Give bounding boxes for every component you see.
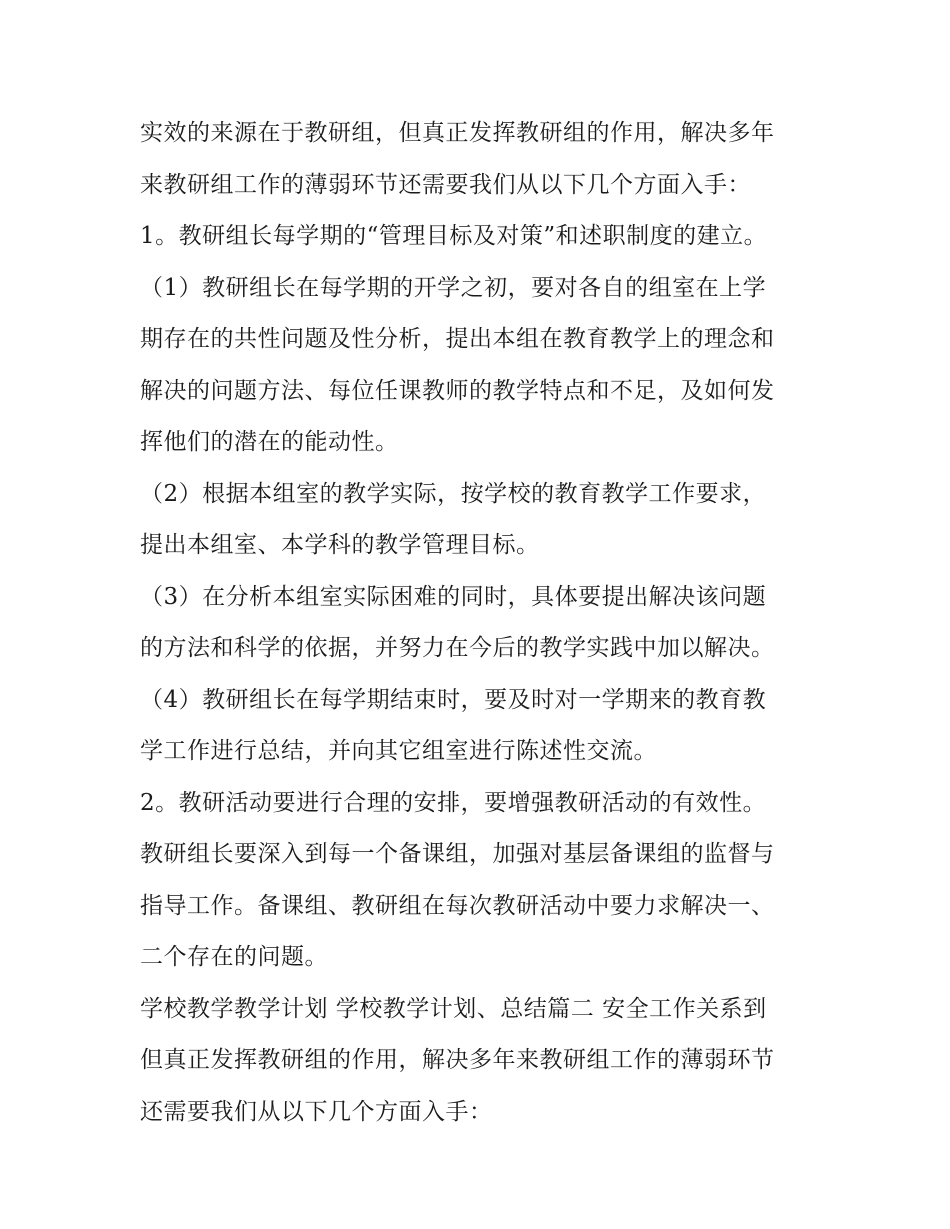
document-body — [140, 108, 840, 1138]
text-line: （1）教研组长在每学期的开学之初，要对各自的组室在上学 — [140, 274, 767, 301]
text-line: 1。教研组长每学期的“管理目标及对策”和述职制度的建立。 — [140, 223, 768, 249]
text-line: 但真正发挥教研组的作用，解决多年来教研组工作的薄弱环节 — [140, 1047, 775, 1073]
text-line: 学校教学教学计划 学校教学计划、总结篇二 安全工作关系到 — [140, 995, 767, 1022]
text-line: 实效的来源在于教研组，但真正发挥教研组的作用，解决多年 — [140, 120, 775, 146]
text-line: 二个存在的问题。 — [140, 944, 328, 970]
text-line: （3）在分析本组室实际困难的同时，具体要提出解决该问题 — [140, 583, 767, 610]
text-line: 的方法和科学的依据，并努力在今后的教学实践中加以解决。 — [140, 635, 775, 661]
text-line: 解决的问题方法、每位任课教师的教学特点和不足，及如何发 — [140, 377, 775, 404]
text-line: 挥他们的潜在的能动性。 — [140, 429, 399, 455]
text-line: 期存在的共性问题及性分析，提出本组在教育教学上的理念和 — [140, 326, 775, 352]
text-line: 教研组长要深入到每一个备课组，加强对基层备课组的监督与 — [140, 841, 775, 867]
text-line: 来教研组工作的薄弱环节还需要我们从以下几个方面入手： — [140, 171, 751, 198]
text-line: 提出本组室、本学科的教学管理目标。 — [140, 532, 540, 558]
text-line: （4）教研组长在每学期结束时，要及时对一学期来的教育教 — [140, 686, 767, 713]
text-line: 2。教研活动要进行合理的安排，要增强教研活动的有效性。 — [140, 789, 767, 816]
text-line: 指导工作。备课组、教研组在每次教研活动中要力求解决一、 — [140, 892, 775, 919]
text-line: 还需要我们从以下几个方面入手： — [140, 1098, 493, 1125]
text-line: （2）根据本组室的教学实际，按学校的教育教学工作要求， — [140, 480, 767, 507]
text-line: 学工作进行总结，并向其它组室进行陈述性交流。 — [140, 738, 657, 764]
